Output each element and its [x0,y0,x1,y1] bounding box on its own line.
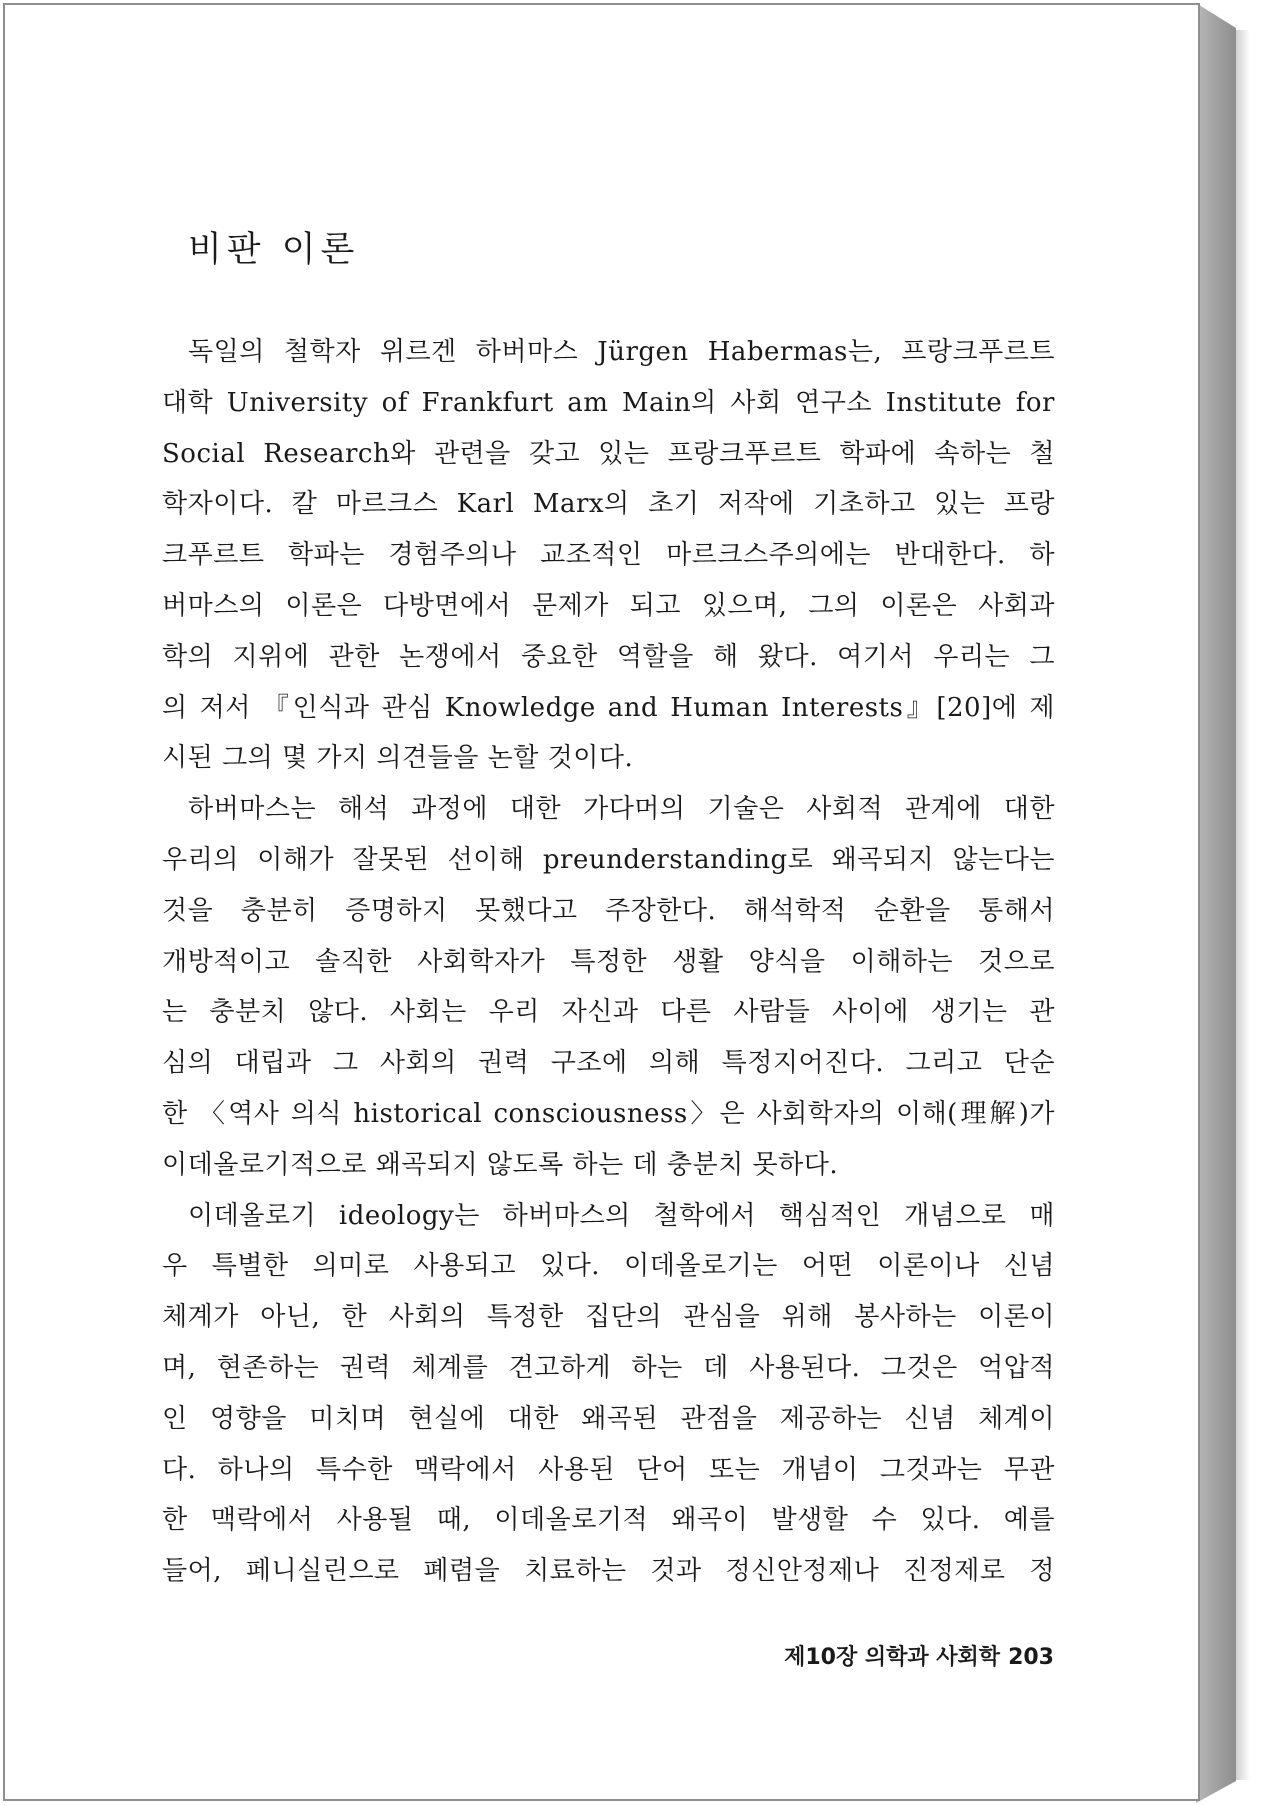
running-chapter-title: 제10장 의학과 사회학 [784,1645,1001,1670]
page-number: 203 [1008,1645,1054,1670]
text-line: 며, 현존하는 권력 체계를 견고하게 하는 데 사용된다. 그것은 억압적 [162,1352,1055,1383]
body-text [162,327,1055,1597]
text-line: 버마스의 이론은 다방면에서 문제가 되고 있으며, 그의 이론은 사회과 [162,590,1055,621]
text-line: 학의 지위에 관한 논쟁에서 중요한 역할을 해 왔다. 여기서 우리는 그 [162,641,1055,672]
text-line: 다. 하나의 특수한 맥락에서 사용된 단어 또는 개념이 그것과는 무관 [162,1454,1055,1485]
text-line: 크푸르트 학파는 경험주의나 교조적인 마르크스주의에는 반대한다. 하 [162,540,1055,571]
text-line: 한 〈역사 의식 historical consciousness〉은 사회학자의 이해(理解)가 [162,1098,1055,1129]
text-line: 이데올로기 ideology는 하버마스의 철학에서 핵심적인 개념으로 매 [188,1200,1055,1231]
text-line: 우리의 이해가 잘못된 선이해 preunderstanding로 왜곡되지 않는다는 [162,844,1055,875]
text-line: 한 맥락에서 사용될 때, 이데올로기적 왜곡이 발생할 수 있다. 예를 [162,1505,1055,1536]
text-line: 대학 University of Frankfurt am Main의 사회 연구소 Institute for [162,387,1055,418]
text-line: 인 영향을 미치며 현실에 대한 왜곡된 관점을 제공하는 신념 체계이 [162,1403,1055,1434]
text-line: 독일의 철학자 위르겐 하버마스 Jürgen Habermas는, 프랑크푸르트 [188,337,1055,367]
book-spine-edge [1196,0,1236,1806]
text-line: 심의 대립과 그 사회의 권력 구조에 의해 특정지어진다. 그리고 단순 [162,1048,1055,1079]
text-line: Social Research와 관련을 갖고 있는 프랑크푸르트 학파에 속하는 철 [162,438,1055,469]
text-line: 개방적이고 솔직한 사회학자가 특정한 생활 양식을 이해하는 것으로 [162,946,1055,977]
text-line: 체계가 아닌, 한 사회의 특정한 집단의 관심을 위해 봉사하는 이론이 [162,1302,1055,1333]
text-line: 들어, 페니실린으로 폐렴을 치료하는 것과 정신안정제나 진정제로 정 [162,1556,1055,1587]
text-line: 는 충분치 않다. 사회는 우리 자신과 다른 사람들 사이에 생기는 관 [162,997,1055,1028]
page-edge-shadow [1236,30,1250,1780]
text-line: 의 저서 『인식과 관심 Knowledge and Human Interests』[20]에 제 [162,692,1055,723]
text-line: 학자이다. 칼 마르크스 Karl Marx의 초기 저작에 기초하고 있는 프랑 [162,489,1055,520]
text-line: 하버마스는 해석 과정에 대한 가다머의 기술은 사회적 관계에 대한 [188,794,1055,825]
text-line: 이데올로기적으로 왜곡되지 않도록 하는 데 충분치 못하다. [162,1149,839,1180]
page-footer [762,1640,1054,1671]
text-line: 것을 충분히 증명하지 못했다고 주장한다. 해석학적 순환을 통해서 [162,895,1055,926]
section-title: 비판 이론 [188,230,360,270]
text-line: 우 특별한 의미로 사용되고 있다. 이데올로기는 어떤 이론이나 신념 [162,1251,1055,1282]
text-line: 시된 그의 몇 가지 의견들을 논할 것이다. [162,743,634,774]
